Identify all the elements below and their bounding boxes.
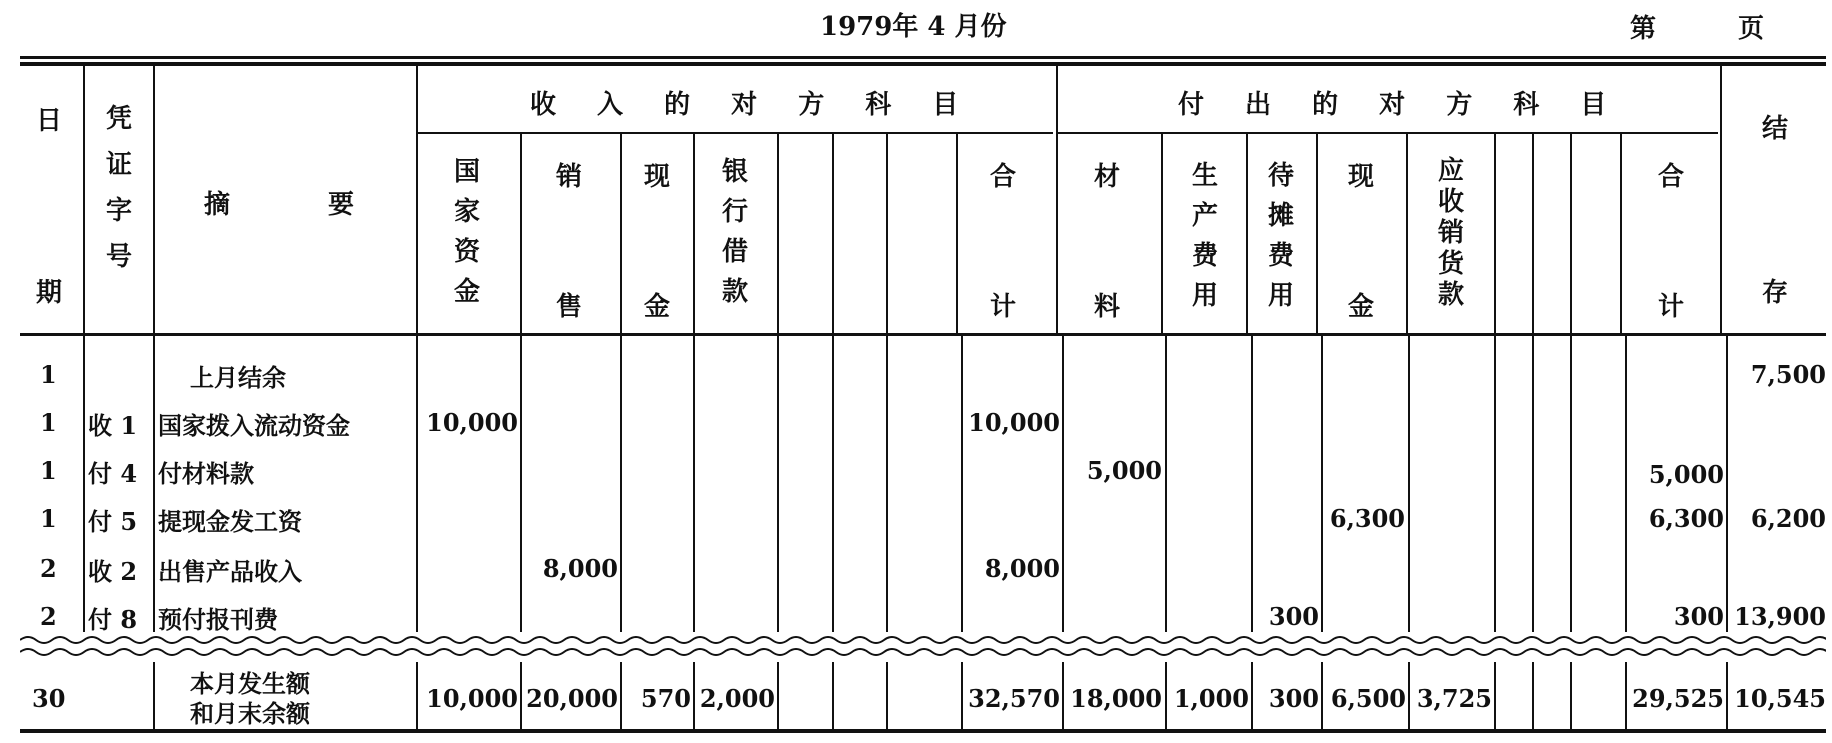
- header-day-bottom: 期: [36, 278, 63, 308]
- total-inc-total: 32,570: [968, 684, 1060, 713]
- header-char: 借: [721, 237, 748, 267]
- header-income-cash-top: 现: [644, 162, 671, 192]
- header-voucher-char: 字: [105, 196, 132, 226]
- col-divider: [1161, 134, 1163, 333]
- row-pay-total: 300: [1673, 602, 1724, 631]
- col-divider: [886, 336, 888, 632]
- row-summary: 出售产品收入: [158, 557, 302, 586]
- header-char: 产: [1191, 201, 1218, 231]
- col-divider: [1408, 336, 1410, 632]
- header-char: 应: [1437, 156, 1464, 186]
- col-divider: [416, 336, 418, 632]
- total-pay-total: 29,525: [1632, 684, 1724, 713]
- header-income-cash-bottom: 金: [644, 292, 671, 322]
- col-divider: [83, 336, 85, 632]
- table-break-wave: [20, 634, 1826, 660]
- total-inc-cash: 570: [640, 684, 691, 713]
- header-char: 收: [1437, 187, 1464, 217]
- header-pay-prepaid-expense: [1266, 156, 1296, 316]
- col-divider: [153, 66, 155, 333]
- col-divider: [620, 134, 622, 333]
- row-voucher: 付 5: [88, 507, 138, 536]
- bottom-rule: [20, 729, 1826, 733]
- col-divider: [1494, 662, 1496, 729]
- header-income-bank-loan: [720, 152, 750, 312]
- row-day: 1: [40, 360, 57, 389]
- total-summary-line1: 本月发生额: [190, 669, 310, 698]
- header-summary-right: 要: [328, 190, 355, 220]
- row-inc-state: 10,000: [426, 408, 518, 437]
- col-divider: [1532, 662, 1534, 729]
- col-divider: [153, 662, 155, 729]
- col-divider: [693, 336, 695, 632]
- total-pay-receivable: 3,725: [1416, 684, 1492, 713]
- col-divider: [777, 134, 779, 333]
- ledger-month: 1979年 4 月份: [820, 12, 1007, 42]
- header-char: 国: [453, 157, 480, 187]
- col-divider: [956, 134, 958, 333]
- page-label-prefix: 第: [1630, 14, 1657, 44]
- header-pay-total-top: 合: [1658, 162, 1685, 192]
- row-inc-sales: 8,000: [542, 554, 618, 583]
- header-payment-group: 付 出 的 对 方 科 目: [1178, 90, 1623, 120]
- header-char: 款: [721, 277, 748, 307]
- header-pay-material-top: 材: [1094, 162, 1121, 192]
- col-divider: [1720, 66, 1722, 333]
- header-char: 金: [453, 277, 480, 307]
- row-pay-cash: 6,300: [1329, 504, 1405, 533]
- col-divider: [1570, 336, 1572, 632]
- row-day: 2: [40, 602, 57, 631]
- top-rule-thick: [20, 62, 1826, 66]
- header-balance-bottom: 存: [1762, 278, 1789, 308]
- col-divider: [693, 134, 695, 333]
- col-divider: [777, 662, 779, 729]
- row-pay-total: 5,000: [1648, 460, 1724, 489]
- header-income-sales-top: 销: [556, 162, 583, 192]
- header-income-state-funds: [452, 152, 482, 312]
- row-balance: 6,200: [1750, 504, 1826, 533]
- row-inc-total: 10,000: [968, 408, 1060, 437]
- row-summary: 付材料款: [158, 459, 254, 488]
- header-pay-cash-top: 现: [1348, 162, 1375, 192]
- col-divider: [1494, 336, 1496, 632]
- row-pay-prepaid: 300: [1268, 602, 1319, 631]
- total-pay-prepaid: 300: [1268, 684, 1319, 713]
- header-pay-production-cost: [1190, 156, 1220, 316]
- col-divider: [1056, 66, 1058, 333]
- row-summary: 预付报刊费: [158, 605, 278, 634]
- top-rule: [20, 56, 1826, 59]
- header-voucher-char: 证: [105, 150, 132, 180]
- col-divider: [832, 336, 834, 632]
- header-char: 行: [721, 197, 748, 227]
- header-income-total-bottom: 计: [990, 292, 1017, 322]
- header-char: 费: [1191, 241, 1218, 271]
- row-voucher: 收 2: [88, 557, 138, 586]
- header-income-sales-bottom: 售: [556, 292, 583, 322]
- row-day: 1: [40, 504, 57, 533]
- col-divider: [886, 662, 888, 729]
- total-inc-loan: 2,000: [699, 684, 775, 713]
- header-income-total-top: 合: [990, 162, 1017, 192]
- total-inc-sales: 20,000: [526, 684, 618, 713]
- header-char: 款: [1437, 280, 1464, 310]
- header-char: 摊: [1267, 201, 1294, 231]
- header-char: 货: [1437, 249, 1464, 279]
- col-divider: [1316, 134, 1318, 333]
- col-divider: [961, 336, 963, 632]
- total-day: 30: [32, 684, 66, 713]
- col-divider: [1246, 134, 1248, 333]
- row-day: 1: [40, 456, 57, 485]
- total-inc-state: 10,000: [426, 684, 518, 713]
- row-inc-total: 8,000: [984, 554, 1060, 583]
- col-divider: [1321, 336, 1323, 632]
- col-divider: [1620, 134, 1622, 333]
- row-day: 2: [40, 554, 57, 583]
- header-voucher-char: 号: [105, 242, 132, 272]
- row-voucher: 付 8: [88, 605, 138, 634]
- header-income-group: 收 入 的 对 方 科 目: [530, 90, 975, 120]
- total-balance: 10,545: [1734, 684, 1826, 713]
- header-pay-total-bottom: 计: [1658, 292, 1685, 322]
- row-pay-total: 6,300: [1648, 504, 1724, 533]
- col-divider: [1532, 336, 1534, 632]
- row-balance: 7,500: [1750, 360, 1826, 389]
- total-summary-line2: 和月末余额: [190, 699, 310, 728]
- header-pay-receivable: [1436, 156, 1466, 311]
- header-char: 用: [1191, 281, 1218, 311]
- header-char: 银: [721, 157, 748, 187]
- col-divider: [777, 336, 779, 632]
- col-divider: [1251, 336, 1253, 632]
- row-voucher: 付 4: [88, 459, 138, 488]
- group-header-rule-payment: [1058, 132, 1718, 134]
- col-divider: [1570, 662, 1572, 729]
- page-label-suffix: 页: [1738, 14, 1765, 44]
- col-divider: [153, 336, 155, 632]
- header-char: 资: [453, 237, 480, 267]
- col-divider: [1494, 134, 1496, 333]
- header-day-top: 日: [36, 106, 63, 136]
- col-divider: [520, 134, 522, 333]
- header-char: 待: [1267, 161, 1294, 191]
- row-summary: 国家拨入流动资金: [158, 411, 350, 440]
- header-voucher-char: 凭: [105, 104, 132, 134]
- row-summary: 提现金发工资: [158, 507, 302, 536]
- header-pay-material-bottom: 料: [1094, 292, 1121, 322]
- total-pay-production: 1,000: [1173, 684, 1249, 713]
- row-summary: 上月结余: [190, 363, 286, 392]
- col-divider: [832, 662, 834, 729]
- header-char: 生: [1191, 161, 1218, 191]
- row-pay-material: 5,000: [1086, 456, 1162, 485]
- header-voucher: [104, 96, 134, 280]
- row-day: 1: [40, 408, 57, 437]
- col-divider: [886, 134, 888, 333]
- col-divider: [1165, 336, 1167, 632]
- col-divider: [832, 134, 834, 333]
- header-char: 用: [1267, 281, 1294, 311]
- col-divider: [416, 66, 418, 333]
- header-char: 费: [1267, 241, 1294, 271]
- total-pay-cash: 6,500: [1330, 684, 1406, 713]
- row-balance: 13,900: [1734, 602, 1826, 631]
- col-divider: [520, 336, 522, 632]
- col-divider: [1532, 134, 1534, 333]
- header-bottom-rule: [20, 333, 1826, 336]
- col-divider: [83, 66, 85, 333]
- col-divider: [1570, 134, 1572, 333]
- col-divider: [1406, 134, 1408, 333]
- header-pay-cash-bottom: 金: [1348, 292, 1375, 322]
- col-divider: [620, 336, 622, 632]
- header-summary-left: 摘: [204, 190, 231, 220]
- header-char: 家: [453, 197, 480, 227]
- header-char: 销: [1437, 218, 1464, 248]
- total-pay-material: 18,000: [1070, 684, 1162, 713]
- header-balance-top: 结: [1762, 114, 1789, 144]
- row-voucher: 收 1: [88, 411, 138, 440]
